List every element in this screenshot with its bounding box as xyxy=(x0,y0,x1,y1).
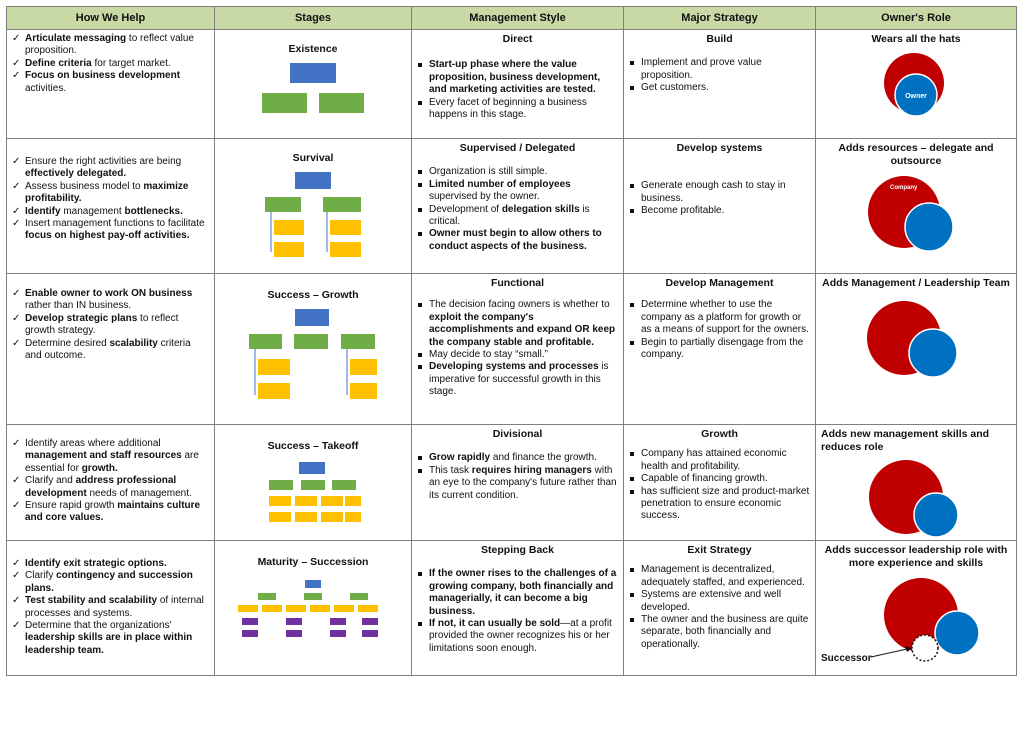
org-box-level3 xyxy=(242,630,258,637)
owner-title: Wears all the hats xyxy=(871,33,961,45)
list-item xyxy=(12,206,209,218)
list-item xyxy=(417,618,618,655)
org-box-level1 xyxy=(332,480,356,490)
list-item xyxy=(629,337,810,362)
org-box-level2 xyxy=(345,512,361,522)
style-title: Direct xyxy=(502,33,533,45)
table-row xyxy=(7,30,1017,139)
stage-cell xyxy=(215,139,412,274)
org-chart-maturity xyxy=(238,578,388,650)
text-segment: of internal processes and systems. xyxy=(25,595,204,619)
text-segment: If not, it can usually be sold xyxy=(429,618,561,630)
strategy-title: Develop systems xyxy=(676,142,763,154)
org-box-owner xyxy=(305,580,321,588)
management-style-cell xyxy=(412,274,624,425)
list-item xyxy=(12,181,209,206)
org-box-level1 xyxy=(265,197,301,212)
text-segment: is imperative for successful growth in this stage. xyxy=(429,361,609,398)
org-chart-existence xyxy=(262,61,364,115)
list-item xyxy=(12,475,209,500)
stage-title: Success – Takeoff xyxy=(267,440,359,452)
strategy-title: Build xyxy=(706,33,733,45)
list-item xyxy=(417,452,618,464)
strategy-title: Develop Management xyxy=(665,277,774,289)
list-item xyxy=(629,82,810,94)
org-box-level3 xyxy=(286,630,302,637)
org-box-level3 xyxy=(242,618,258,625)
org-box-level2 xyxy=(330,242,361,257)
owners-role-cell xyxy=(816,541,1017,676)
text-segment: This task xyxy=(429,464,472,476)
list-item xyxy=(12,620,209,657)
text-segment: Articulate messaging xyxy=(25,33,127,44)
text-segment: activities. xyxy=(25,82,67,94)
table-row xyxy=(7,274,1017,425)
owners-role-cell xyxy=(816,274,1017,425)
help-list xyxy=(12,558,209,657)
strategy-list xyxy=(629,448,810,522)
text-segment: Begin to partially disengage from the company. xyxy=(641,336,804,361)
text-segment: exploit the company's accomplishments and expand OR keep the company stable and profitable. xyxy=(429,311,616,348)
org-box-level2 xyxy=(295,512,317,522)
text-segment: Ensure rapid growth xyxy=(25,500,118,512)
style-title: Divisional xyxy=(492,428,543,440)
style-list xyxy=(417,452,618,502)
management-style-cell xyxy=(412,541,624,676)
style-title: Supervised / Delegated xyxy=(459,142,576,154)
text-segment: needs of management. xyxy=(86,487,192,499)
successor-arrow xyxy=(871,649,907,657)
strategy-list xyxy=(629,57,810,94)
header-stages: Stages xyxy=(215,7,412,30)
management-circle xyxy=(935,611,979,655)
list-item xyxy=(629,473,810,485)
list-item xyxy=(12,500,209,525)
org-box-level2 xyxy=(269,496,291,506)
org-box-level3 xyxy=(330,618,346,625)
text-segment: Clarify and xyxy=(25,475,76,487)
text-segment: scalability xyxy=(109,337,158,349)
list-item xyxy=(12,58,209,70)
text-segment: Development of xyxy=(429,203,502,215)
list-item xyxy=(12,595,209,620)
text-segment: for target market. xyxy=(91,57,171,69)
text-segment: The owner and the business are quite separate, both financially and operationally. xyxy=(641,614,809,650)
stage-title: Maturity – Succession xyxy=(257,556,369,568)
org-box-level2 xyxy=(321,512,343,522)
text-segment: growth. xyxy=(81,462,118,474)
owners-role-cell xyxy=(816,30,1017,139)
strategy-list xyxy=(629,299,810,361)
list-item xyxy=(629,486,810,523)
list-item xyxy=(629,299,810,336)
stage-title: Existence xyxy=(288,43,338,55)
text-segment: and finance the growth. xyxy=(490,452,597,464)
strategy-list xyxy=(629,180,810,217)
style-list xyxy=(417,299,618,398)
list-item xyxy=(417,59,618,96)
text-segment: maximize profitability. xyxy=(25,180,189,205)
list-item xyxy=(417,166,618,178)
text-segment: Determine that the organizations' xyxy=(25,620,172,632)
header-major-strategy: Major Strategy xyxy=(624,7,816,30)
owner-title: Adds Management / Leadership Team xyxy=(822,277,1010,289)
org-box-owner xyxy=(290,63,336,83)
org-box-level3 xyxy=(330,630,346,637)
org-box-level2 xyxy=(258,383,290,399)
style-title: Stepping Back xyxy=(481,544,554,556)
list-item xyxy=(629,589,810,614)
style-title: Functional xyxy=(490,277,545,289)
org-box-level1 xyxy=(350,593,368,600)
major-strategy-cell xyxy=(624,425,816,541)
major-strategy-cell xyxy=(624,541,816,676)
org-box-level1 xyxy=(301,480,325,490)
org-box-level2 xyxy=(269,512,291,522)
management-circle xyxy=(914,493,958,537)
org-box-level1 xyxy=(258,593,276,600)
org-box-level2 xyxy=(321,496,343,506)
management-circle xyxy=(909,329,957,377)
stage-cell xyxy=(215,30,412,139)
help-list xyxy=(12,288,209,362)
text-segment: Determine whether to use the company as a platform for growth or as a means of support for the owners. xyxy=(641,299,809,336)
owner-diagram xyxy=(866,300,966,382)
management-style-cell xyxy=(412,425,624,541)
list-item xyxy=(629,448,810,473)
text-segment: contingency and succession plans. xyxy=(25,570,193,594)
text-segment: with an eye to the company's future rather than its current condition. xyxy=(429,464,617,501)
help-list xyxy=(12,156,209,243)
list-item xyxy=(12,156,209,181)
org-box-level1 xyxy=(249,334,282,349)
text-segment: Insert management functions to facilitate xyxy=(25,218,205,230)
text-segment: Grow rapidly xyxy=(429,452,491,464)
how-we-help-cell xyxy=(7,30,215,139)
list-item xyxy=(629,564,810,589)
text-segment: management and staff resources xyxy=(25,450,182,462)
major-strategy-cell xyxy=(624,274,816,425)
text-segment: Generate enough cash to stay in business. xyxy=(641,180,786,204)
owner-diagram xyxy=(821,573,1011,665)
text-segment: address professional development xyxy=(25,475,177,499)
org-box-level2 xyxy=(274,220,304,235)
org-box-level1 xyxy=(341,334,375,349)
text-segment: is critical. xyxy=(429,203,590,228)
org-box-owner xyxy=(299,462,325,474)
text-segment: If the owner rises to the challenges of a growing company, both financially and managerially, it can become a big business. xyxy=(429,568,617,617)
text-segment: to reflect growth strategy. xyxy=(25,312,179,337)
owner-label: Owner xyxy=(905,92,927,100)
org-box-owner xyxy=(295,309,329,326)
list-item xyxy=(417,204,618,229)
list-item xyxy=(12,558,209,570)
header-how-we-help: How We Help xyxy=(7,7,215,30)
text-segment: supervised by the owner. xyxy=(429,191,540,203)
list-item xyxy=(12,33,209,58)
list-item xyxy=(629,57,810,82)
list-item xyxy=(417,179,618,204)
strategy-list xyxy=(629,564,810,651)
text-segment: has sufficient size and product-market penetration to ensure economic success. xyxy=(641,485,810,522)
help-list xyxy=(12,438,209,525)
text-segment: Every facet of beginning a business happens in this stage. xyxy=(429,96,587,121)
stage-title: Survival xyxy=(292,152,334,164)
style-list xyxy=(417,166,618,253)
text-segment: Identify xyxy=(25,205,61,217)
list-item xyxy=(12,218,209,243)
list-item xyxy=(12,70,209,95)
org-box-level1 xyxy=(304,593,322,600)
list-item xyxy=(12,438,209,475)
table-row xyxy=(7,541,1017,676)
org-box-level2 xyxy=(286,605,306,612)
how-we-help-cell xyxy=(7,139,215,274)
list-item xyxy=(12,288,209,313)
list-item xyxy=(629,205,810,217)
text-segment: May decide to stay “small.” xyxy=(429,349,548,361)
org-box-level1 xyxy=(323,197,361,212)
how-we-help-cell xyxy=(7,425,215,541)
stage-cell xyxy=(215,274,412,425)
style-list xyxy=(417,59,618,121)
major-strategy-cell xyxy=(624,30,816,139)
text-segment: Define criteria xyxy=(25,57,92,69)
text-segment: Enable owner to work ON business xyxy=(25,288,193,299)
org-box-level2 xyxy=(358,605,378,612)
text-segment: Develop strategic plans xyxy=(25,312,138,324)
text-segment: Implement and prove value proposition. xyxy=(641,57,762,81)
org-box-level2 xyxy=(345,496,361,506)
text-segment: Developing systems and processes xyxy=(429,361,599,373)
how-we-help-cell xyxy=(7,274,215,425)
org-box-level2 xyxy=(350,383,377,399)
strategy-title: Growth xyxy=(701,428,738,440)
org-box-level2 xyxy=(262,605,282,612)
org-box-owner xyxy=(295,172,331,189)
text-segment: Test stability and scalability xyxy=(25,595,158,607)
text-segment: requires hiring managers xyxy=(471,464,592,476)
owner-diagram xyxy=(881,50,951,120)
org-chart-growth xyxy=(249,307,377,403)
text-segment: The decision facing owners is whether to xyxy=(429,299,610,311)
list-item xyxy=(417,568,618,618)
owners-role-cell xyxy=(816,139,1017,274)
list-item xyxy=(12,338,209,363)
org-box-level1 xyxy=(262,93,307,113)
org-box-level2 xyxy=(258,359,290,375)
text-segment: management xyxy=(60,205,125,217)
list-item xyxy=(417,228,618,253)
text-segment: Identify exit strategic options. xyxy=(25,558,167,569)
org-chart-survival xyxy=(265,170,361,258)
table-row xyxy=(7,425,1017,541)
text-segment: Capable of financing growth. xyxy=(641,473,768,485)
text-segment: Determine desired xyxy=(25,337,110,349)
list-item xyxy=(417,299,618,349)
owner-diagram xyxy=(866,175,966,255)
management-style-cell xyxy=(412,30,624,139)
text-segment: Start-up phase where the value proposition, business development, and marketing activities are tested. xyxy=(429,59,601,96)
list-item xyxy=(629,180,810,205)
stage-title: Success – Growth xyxy=(267,289,359,301)
strategy-title: Exit Strategy xyxy=(687,544,752,556)
list-item xyxy=(12,570,209,595)
text-segment: Clarify xyxy=(25,570,57,582)
text-segment: Identify areas where additional xyxy=(25,438,161,449)
text-segment: bottlenecks. xyxy=(124,205,183,217)
list-item xyxy=(417,97,618,122)
list-item xyxy=(417,349,618,361)
list-item xyxy=(12,313,209,338)
business-stages-table xyxy=(6,6,1017,676)
header-owners-role: Owner's Role xyxy=(816,7,1017,30)
text-segment: —at a profit provided the owner recognizes his or her limitations soon enough. xyxy=(429,618,612,654)
list-item xyxy=(417,465,618,502)
successor-label: Successor xyxy=(821,653,872,664)
style-list xyxy=(417,568,618,655)
text-segment: Limited number of employees xyxy=(429,178,571,190)
text-segment: Management is decentralized, adequately staffed, and experienced. xyxy=(641,564,805,588)
text-segment: are essential for xyxy=(25,450,199,474)
text-segment: criteria and outcome. xyxy=(25,337,191,362)
text-segment: Ensure the right activities are being xyxy=(25,156,182,167)
text-segment: maintains culture and core values. xyxy=(25,500,201,524)
org-box-level1 xyxy=(269,480,293,490)
list-item xyxy=(629,614,810,651)
table-row xyxy=(7,139,1017,274)
text-segment: delegation skills xyxy=(501,203,580,215)
owners-role-cell xyxy=(816,425,1017,541)
help-list xyxy=(12,33,209,95)
management-style-cell xyxy=(412,139,624,274)
owner-diagram xyxy=(866,459,966,537)
how-we-help-cell xyxy=(7,541,215,676)
owner-title: Adds resources – delegate and outsource xyxy=(838,142,994,167)
owner-title: Adds successor leadership role with more experience and skills xyxy=(824,544,1008,569)
company-label: Company xyxy=(890,185,918,191)
header-row xyxy=(7,7,1017,30)
stage-cell xyxy=(215,541,412,676)
text-segment: Become profitable. xyxy=(641,205,725,217)
owner-title: Adds new management skills and reduces role xyxy=(821,428,990,453)
text-segment: Company has attained economic health and profitability. xyxy=(641,448,787,472)
org-box-level1 xyxy=(319,93,364,113)
org-box-level1 xyxy=(294,334,328,349)
org-box-level3 xyxy=(362,630,378,637)
text-segment: Systems are extensive and well developed. xyxy=(641,589,782,613)
text-segment: Owner must begin to allow others to conduct aspects of the business. xyxy=(429,228,602,252)
owner-circle xyxy=(905,203,953,251)
text-segment: Organization is still simple. xyxy=(429,166,548,178)
successor-circle xyxy=(912,635,938,661)
major-strategy-cell xyxy=(624,139,816,274)
stage-cell xyxy=(215,425,412,541)
org-box-level2 xyxy=(334,605,354,612)
org-box-level2 xyxy=(310,605,330,612)
text-segment: rather than IN business. xyxy=(25,300,132,312)
org-box-level2 xyxy=(330,220,361,235)
org-box-level2 xyxy=(350,359,377,375)
text-segment: leadership skills are in place within leadership team. xyxy=(25,632,193,656)
org-box-level3 xyxy=(286,618,302,625)
text-segment: effectively delegated. xyxy=(25,168,127,180)
header-management-style: Management Style xyxy=(412,7,624,30)
text-segment: Assess business model to xyxy=(25,180,144,192)
text-segment: to reflect value proposition. xyxy=(25,33,194,57)
text-segment: Focus on business development xyxy=(25,70,181,82)
org-box-level2 xyxy=(274,242,304,257)
org-box-level3 xyxy=(362,618,378,625)
text-segment: Get customers. xyxy=(641,82,709,94)
org-chart-takeoff xyxy=(265,460,361,528)
stages-table-wrapper xyxy=(6,6,1016,676)
org-box-level2 xyxy=(238,605,258,612)
org-box-level2 xyxy=(295,496,317,506)
text-segment: focus on highest pay-off activities. xyxy=(25,230,190,242)
list-item xyxy=(417,361,618,398)
